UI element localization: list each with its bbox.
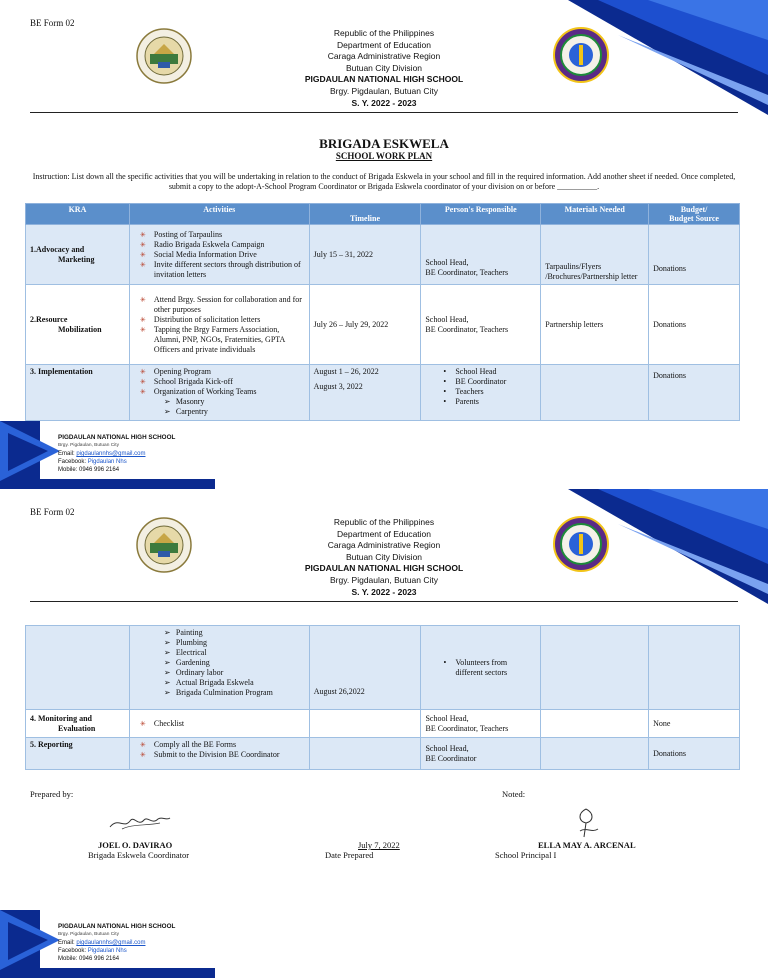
deped-seal-icon bbox=[136, 517, 192, 573]
letterhead-region: Caraga Administrative Region bbox=[327, 540, 441, 551]
activity-item: ✳ Attend Brgy. Session for collaboration and for other purposes bbox=[140, 295, 305, 315]
footer-address: Brgy. Pigdaulan, Butuan City bbox=[58, 443, 119, 448]
timeline-cell bbox=[309, 738, 421, 770]
activity-item: ✳ Distribution of solicitation letters bbox=[140, 315, 305, 325]
kra-label: Evaluation bbox=[58, 723, 96, 733]
date-prepared-label: Date Prepared bbox=[325, 850, 374, 860]
prepared-by-label: Prepared by: bbox=[30, 789, 74, 799]
letterhead-address: Brgy. Pigdaulan, Butuan City bbox=[329, 85, 439, 96]
team-item: ➢ Plumbing bbox=[164, 638, 305, 648]
materials-cell: Partnership letters bbox=[541, 285, 649, 365]
form-label: BE Form 02 bbox=[30, 507, 75, 517]
header-timeline: Timeline bbox=[309, 204, 421, 225]
footer-contact-card bbox=[58, 434, 208, 474]
preparer-signature-icon bbox=[108, 811, 172, 833]
materials-cell bbox=[541, 738, 649, 770]
team-item: ➢ Actual Brigada Eskwela bbox=[164, 678, 305, 688]
persons-cell bbox=[421, 365, 541, 421]
table-row bbox=[26, 285, 740, 365]
person-item: • BE Coordinator bbox=[443, 377, 536, 387]
header-divider bbox=[30, 601, 738, 602]
footer-school: PIGDAULAN NATIONAL HIGH SCHOOL bbox=[58, 434, 176, 441]
budget-cell: Donations bbox=[649, 285, 740, 365]
materials-cell bbox=[541, 365, 649, 421]
activities-cell bbox=[129, 738, 309, 770]
letterhead bbox=[230, 517, 538, 598]
footer-facebook-row bbox=[58, 947, 208, 955]
table-header-row bbox=[26, 204, 740, 225]
letterhead-school: PIGDAULAN NATIONAL HIGH SCHOOL bbox=[304, 74, 464, 85]
letterhead-address: Brgy. Pigdaulan, Butuan City bbox=[329, 574, 439, 585]
persons-line: School Head, bbox=[425, 258, 469, 267]
kra-label: Mobilization bbox=[58, 324, 102, 334]
date-prepared-value: July 7, 2022 bbox=[358, 840, 400, 850]
header-activities: Activities bbox=[129, 204, 309, 225]
footer-school: PIGDAULAN NATIONAL HIGH SCHOOL bbox=[58, 923, 176, 930]
letterhead-republic: Republic of the Philippines bbox=[333, 28, 435, 38]
activities-cell bbox=[129, 710, 309, 738]
deped-seal-icon bbox=[136, 28, 192, 84]
letterhead-school: PIGDAULAN NATIONAL HIGH SCHOOL bbox=[304, 563, 464, 574]
header-divider bbox=[30, 112, 738, 113]
activity-item: ✳ Invite different sectors through distribution of invitation letters bbox=[140, 260, 305, 280]
materials-cell bbox=[541, 626, 649, 710]
header-budget bbox=[649, 204, 740, 225]
timeline-cell: August 26,2022 bbox=[309, 626, 421, 710]
team-item: ➢ Electrical bbox=[164, 648, 305, 658]
kra-cell bbox=[26, 285, 130, 365]
letterhead bbox=[230, 28, 538, 109]
materials-cell bbox=[541, 710, 649, 738]
materials-cell: Tarpaulins/Flyers /Brochures/Partnership letter bbox=[541, 225, 649, 285]
persons-cell bbox=[421, 285, 541, 365]
footer-facebook-row bbox=[58, 458, 208, 466]
activity-item: ✳ Opening Program bbox=[140, 367, 305, 377]
table-row bbox=[26, 626, 740, 710]
header-budget-line1: Budget/ bbox=[680, 205, 708, 214]
footer-facebook: Pigdaulan Nhs bbox=[87, 459, 127, 465]
footer-facebook-label: Facebook: bbox=[58, 459, 88, 465]
budget-cell bbox=[649, 626, 740, 710]
table-row bbox=[26, 365, 740, 421]
activity-item: ✳ School Brigada Kick-off bbox=[140, 377, 305, 387]
kra-cell bbox=[26, 710, 130, 738]
footer-email-link[interactable]: pigdaulannhs@gmail.com bbox=[76, 451, 146, 457]
activity-item: ✳ Tapping the Brgy Farmers Association, Alumni, PNP, NGOs, Fraternities, GPTA Officers and private individuals bbox=[140, 325, 305, 355]
team-item: ➢ Brigada Culmination Program bbox=[164, 688, 305, 698]
person-item: • Parents bbox=[443, 397, 536, 407]
kra-label: 1.Advocacy and bbox=[30, 244, 85, 254]
timeline-cell: July 26 – July 29, 2022 bbox=[309, 285, 421, 365]
person-item: • School Head bbox=[443, 367, 536, 377]
table-row bbox=[26, 710, 740, 738]
footer-email-row bbox=[58, 450, 208, 458]
persons-line: BE Coordinator, Teachers bbox=[425, 268, 509, 277]
persons-line: BE Coordinator bbox=[425, 753, 477, 763]
activities-cell bbox=[129, 285, 309, 365]
timeline-line: August 3, 2022 bbox=[313, 382, 363, 391]
preparer-name: JOEL O. DAVIRAO bbox=[98, 840, 173, 850]
activities-cell bbox=[129, 365, 309, 421]
persons-line: School Head, bbox=[425, 314, 469, 324]
persons-line: School Head, bbox=[425, 713, 469, 723]
header-persons: Person's Responsible bbox=[421, 204, 541, 225]
noter-signature-icon bbox=[570, 807, 602, 841]
form-label: BE Form 02 bbox=[30, 18, 75, 28]
activity-item: ✳ Radio Brigada Eskwela Campaign bbox=[140, 240, 305, 250]
kra-cell bbox=[26, 225, 130, 285]
page-2 bbox=[0, 489, 768, 978]
persons-cell bbox=[421, 738, 541, 770]
timeline-cell: July 15 – 31, 2022 bbox=[309, 225, 421, 285]
instruction-text: Instruction: List down all the specific activities that you will be undertaking in relation to the conduct of Brigada Eskwela in your school and fill in the required information. Add another sheet if needed. Once completed, submit a copy to the adopt-A-School Program Coordinator or Brigada Eskwela coordinator of your division on or before __________. bbox=[32, 172, 736, 191]
noted-label: Noted: bbox=[502, 789, 526, 799]
persons-cell bbox=[421, 225, 541, 285]
noter-name: ELLA MAY A. ARCENAL bbox=[538, 840, 636, 850]
school-seal-icon bbox=[553, 27, 609, 83]
kra-label: 2.Resource bbox=[30, 314, 68, 324]
letterhead-republic: Republic of the Philippines bbox=[333, 517, 435, 527]
letterhead-department: Department of Education bbox=[336, 39, 432, 50]
footer-email-label: Email: bbox=[58, 940, 77, 946]
footer-email-row bbox=[58, 939, 208, 947]
timeline-line: August 1 – 26, 2022 bbox=[313, 367, 379, 376]
activity-item: ✳ Social Media Information Drive bbox=[140, 250, 305, 260]
team-item: ➢ Carpentry bbox=[164, 407, 305, 417]
document-title: BRIGADA ESKWELA bbox=[319, 136, 449, 151]
kra-label: Marketing bbox=[58, 254, 95, 264]
timeline-cell bbox=[309, 365, 421, 421]
persons-cell bbox=[421, 710, 541, 738]
person-item: • Volunteers from different sectors bbox=[443, 658, 536, 678]
budget-cell: None bbox=[649, 710, 740, 738]
school-seal-icon bbox=[553, 516, 609, 572]
header-budget-line2: Budget Source bbox=[669, 214, 719, 223]
activities-cell bbox=[129, 626, 309, 710]
persons-line: School Head, bbox=[425, 743, 469, 753]
document-subtitle: SCHOOL WORK PLAN bbox=[335, 151, 433, 161]
letterhead-school-year: S. Y. 2022 - 2023 bbox=[351, 586, 417, 597]
activities-cell bbox=[129, 225, 309, 285]
table-row bbox=[26, 738, 740, 770]
activity-item: ✳ Posting of Tarpaulins bbox=[140, 230, 305, 240]
header-kra: KRA bbox=[26, 204, 130, 225]
budget-cell: Donations bbox=[649, 365, 740, 421]
letterhead-school-year: S. Y. 2022 - 2023 bbox=[351, 97, 417, 108]
team-item: ➢ Ordinary labor bbox=[164, 668, 305, 678]
letterhead-division: Butuan City Division bbox=[345, 551, 423, 562]
work-plan-table-continued bbox=[25, 625, 740, 770]
persons-line: BE Coordinator, Teachers bbox=[425, 324, 509, 334]
footer-address: Brgy. Pigdaulan, Butuan City bbox=[58, 932, 119, 937]
letterhead-division: Butuan City Division bbox=[345, 62, 423, 73]
team-item: ➢ Masonry bbox=[164, 397, 305, 407]
activity-item: ✳ Organization of Working Teams bbox=[140, 387, 305, 397]
kra-label: 4. Monitoring and bbox=[30, 713, 93, 723]
timeline-cell bbox=[309, 710, 421, 738]
kra-cell bbox=[26, 626, 130, 710]
noter-title: School Principal I bbox=[495, 850, 557, 860]
budget-cell: Donations bbox=[649, 225, 740, 285]
footer-email-label: Email: bbox=[58, 451, 77, 457]
team-item: ➢ Gardening bbox=[164, 658, 305, 668]
kra-cell: 5. Reporting bbox=[26, 738, 130, 770]
letterhead-department: Department of Education bbox=[336, 528, 432, 539]
budget-cell: Donations bbox=[649, 738, 740, 770]
footer-contact-card bbox=[58, 923, 208, 963]
team-item: ➢ Painting bbox=[164, 628, 305, 638]
footer-facebook: Pigdaulan Nhs bbox=[87, 948, 127, 954]
activity-item: ✳ Submit to the Division BE Coordinator bbox=[140, 750, 305, 760]
persons-line: BE Coordinator, Teachers bbox=[425, 723, 509, 733]
preparer-title: Brigada Eskwela Coordinator bbox=[88, 850, 190, 860]
footer-facebook-label: Facebook: bbox=[58, 948, 88, 954]
work-plan-table bbox=[25, 203, 740, 421]
activity-item: ✳ Checklist bbox=[140, 719, 305, 729]
activity-item: ✳ Comply all the BE Forms bbox=[140, 740, 305, 750]
letterhead-region: Caraga Administrative Region bbox=[327, 51, 441, 62]
kra-cell: 3. Implementation bbox=[26, 365, 130, 421]
footer-mobile: Mobile: 0946 996 2164 bbox=[58, 467, 120, 473]
person-item: • Teachers bbox=[443, 387, 536, 397]
footer-mobile: Mobile: 0946 996 2164 bbox=[58, 956, 120, 962]
table-row bbox=[26, 225, 740, 285]
footer-email-link[interactable]: pigdaulannhs@gmail.com bbox=[76, 940, 146, 946]
persons-cell bbox=[421, 626, 541, 710]
header-materials: Materials Needed bbox=[541, 204, 649, 225]
